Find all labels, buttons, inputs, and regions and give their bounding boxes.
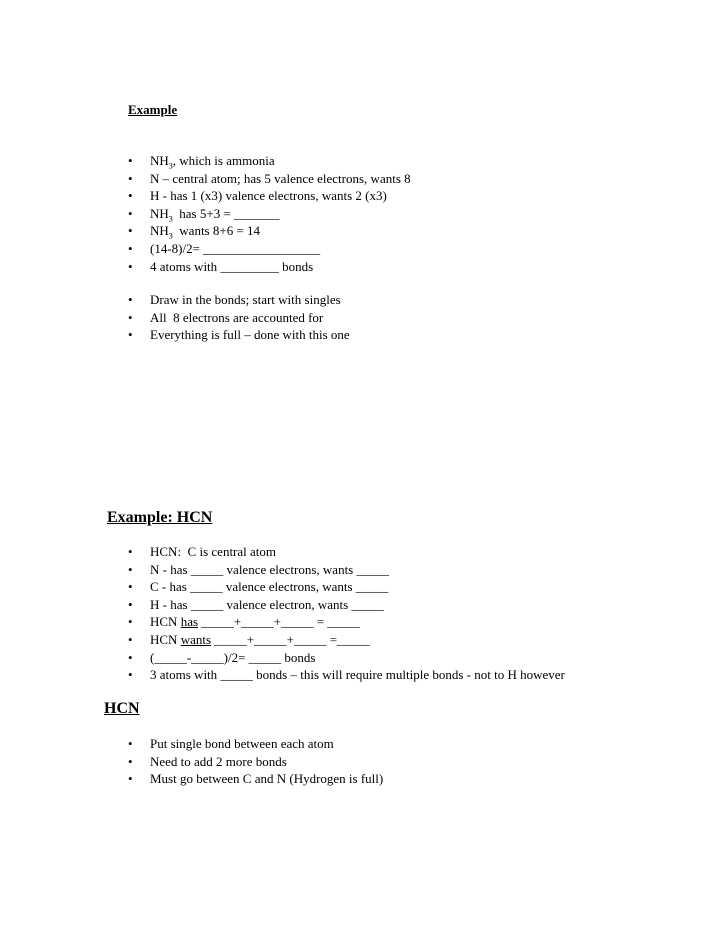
- subscript: 3: [168, 161, 173, 171]
- underlined-word: wants: [180, 631, 212, 647]
- list-item-text: HCN: [150, 631, 181, 647]
- list-item-text: _____+_____+_____ = _____: [198, 614, 360, 630]
- list-item-text: H - has _____ valence electron, wants _____: [150, 596, 384, 612]
- bullet-icon: •: [128, 188, 133, 204]
- bullet-icon: •: [128, 561, 133, 577]
- list-item-text: HCN: [150, 614, 181, 630]
- list-item-text: Need to add 2 more bonds: [150, 753, 287, 769]
- list-item-text: NH: [150, 153, 169, 168]
- list-item-text: N - has _____ valence electrons, wants _____: [150, 561, 389, 577]
- bullet-icon: •: [128, 327, 133, 343]
- list-item-text: NH: [150, 223, 169, 239]
- bullet-icon: •: [128, 240, 133, 256]
- bullet-icon: •: [128, 309, 133, 325]
- list-item-text: (_____-_____)/2= _____ bonds: [150, 649, 316, 665]
- hcn-heading: HCN: [104, 700, 140, 717]
- bullet-icon: •: [128, 596, 133, 612]
- bullet-icon: •: [128, 258, 133, 274]
- bullet-icon: •: [128, 205, 133, 221]
- subscript: 3: [168, 231, 173, 241]
- list-item-text: 3 atoms with _____ bonds – this will require multiple bonds - not to H however: [150, 667, 565, 683]
- list-item-text: Draw in the bonds; start with singles: [150, 292, 341, 307]
- bullet-icon: •: [128, 614, 133, 630]
- list-item-text: _____+_____+_____ =_____: [211, 631, 370, 647]
- list-item-text: wants 8+6 = 14: [172, 223, 261, 239]
- subscript: 3: [168, 214, 173, 224]
- example-hcn-heading: Example: HCN: [107, 509, 213, 526]
- list-item-text: HCN: C is central atom: [150, 544, 277, 559]
- list-item-text: C - has _____ valence electrons, wants _____: [150, 579, 389, 595]
- list-item-text: Must go between C and N (Hydrogen is full): [150, 771, 384, 787]
- bullet-icon: •: [128, 631, 133, 647]
- bullet-icon: •: [128, 544, 133, 559]
- list-item-text: NH: [150, 205, 169, 221]
- list-item-text: H - has 1 (x3) valence electrons, wants 2 (x3): [150, 188, 387, 204]
- list-item-text: , which is ammonia: [172, 153, 275, 168]
- bullet-icon: •: [128, 579, 133, 595]
- example-heading: Example: [128, 102, 178, 117]
- list-item-text: Everything is full – done with this one: [150, 327, 350, 343]
- bullet-icon: •: [128, 649, 133, 665]
- bullet-icon: •: [128, 753, 133, 769]
- list-item-text: 4 atoms with _________ bonds: [150, 258, 314, 274]
- list-item-text: has 5+3 = _______: [172, 205, 280, 221]
- bullet-icon: •: [128, 667, 133, 683]
- bullet-icon: •: [128, 170, 133, 186]
- list-item-text: All 8 electrons are accounted for: [150, 309, 324, 325]
- list-item-text: Put single bond between each atom: [150, 736, 334, 751]
- underlined-word: has: [180, 614, 199, 630]
- list-item-text: (14-8)/2= __________________: [150, 240, 321, 256]
- list-item-text: N – central atom; has 5 valence electrons, wants 8: [150, 170, 411, 186]
- bullet-icon: •: [128, 292, 133, 307]
- bullet-icon: •: [128, 223, 133, 239]
- bullet-icon: •: [128, 736, 133, 751]
- bullet-icon: •: [128, 153, 133, 168]
- bullet-icon: •: [128, 771, 133, 787]
